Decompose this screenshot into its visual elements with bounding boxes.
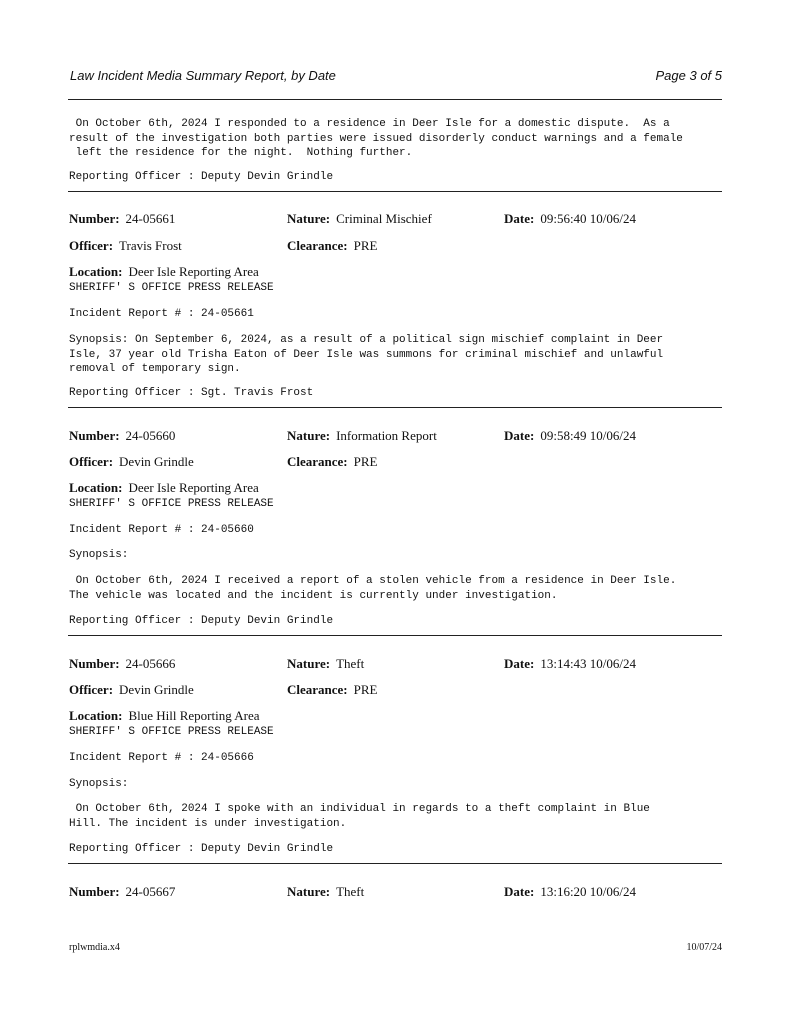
page-number: Page 3 of 5 <box>655 68 722 83</box>
incident-date: Date: 13:14:43 10/06/24 <box>504 656 637 671</box>
incident-divider <box>68 407 722 408</box>
incident-number: Number: 24-05661 <box>69 211 176 226</box>
footer-print-date: 10/07/24 <box>686 942 722 953</box>
synopsis: Synopsis: On September 6, 2024, as a result of a political sign mischief complaint in Deer Isle, 37 year old Trisha Eaton of Deer Isle was summons for criminal mischief and unlawful removal of temporary sign. <box>69 334 664 375</box>
continued-narrative: On October 6th, 2024 I responded to a residence in Deer Isle for a domestic dispute. As a result of the investigation both parties were issued disorderly conduct warnings and a female left the residence for the night. Nothing further. <box>69 118 683 159</box>
incident-location: Location: Blue Hill Reporting Area <box>69 708 260 723</box>
press-release-label: SHERIFF' S OFFICE PRESS RELEASE <box>69 282 274 294</box>
incident-number: Number: 24-05666 <box>69 656 176 671</box>
incident-officer: Officer: Devin Grindle <box>69 454 194 469</box>
header-divider <box>68 99 722 100</box>
incident-location: Location: Deer Isle Reporting Area <box>69 480 259 495</box>
synopsis-label: Synopsis: <box>69 549 129 561</box>
report-title: Law Incident Media Summary Report, by Date <box>70 68 336 83</box>
incident-divider <box>68 635 722 636</box>
incident-clearance: Clearance: PRE <box>287 454 378 469</box>
reporting-officer: Reporting Officer : Deputy Devin Grindle <box>69 843 334 855</box>
reporting-officer: Reporting Officer : Deputy Devin Grindle <box>69 171 334 183</box>
incident-date: Date: 09:56:40 10/06/24 <box>504 211 637 226</box>
narrative: On October 6th, 2024 I spoke with an individual in regards to a theft complaint in Blue Hill. The incident is under investigation. <box>69 803 650 830</box>
incident-report-number: Incident Report # : 24-05660 <box>69 524 254 536</box>
press-release-label: SHERIFF' S OFFICE PRESS RELEASE <box>69 726 274 738</box>
incident-divider <box>68 191 722 192</box>
incident-date: Date: 13:16:20 10/06/24 <box>504 884 637 899</box>
footer-file-name: rplwmdia.x4 <box>69 942 120 953</box>
press-release-label: SHERIFF' S OFFICE PRESS RELEASE <box>69 498 274 510</box>
incident-number: Number: 24-05667 <box>69 884 176 899</box>
incident-officer: Officer: Travis Frost <box>69 238 182 253</box>
incident-divider <box>68 863 722 864</box>
incident-nature: Nature: Theft <box>287 656 365 671</box>
reporting-officer: Reporting Officer : Deputy Devin Grindle <box>69 615 334 627</box>
incident-number: Number: 24-05660 <box>69 428 176 443</box>
narrative: On October 6th, 2024 I received a report of a stolen vehicle from a residence in Deer Isle. The vehicle was located and the incident is currently under investigation. <box>69 575 677 602</box>
reporting-officer: Reporting Officer : Sgt. Travis Frost <box>69 387 314 399</box>
incident-report-number: Incident Report # : 24-05661 <box>69 308 254 320</box>
incident-report-number: Incident Report # : 24-05666 <box>69 752 254 764</box>
incident-officer: Officer: Devin Grindle <box>69 682 194 697</box>
incident-nature: Nature: Criminal Mischief <box>287 211 432 226</box>
synopsis-label: Synopsis: <box>69 778 129 790</box>
incident-location: Location: Deer Isle Reporting Area <box>69 264 259 279</box>
incident-nature: Nature: Information Report <box>287 428 437 443</box>
incident-date: Date: 09:58:49 10/06/24 <box>504 428 637 443</box>
incident-nature: Nature: Theft <box>287 884 365 899</box>
incident-clearance: Clearance: PRE <box>287 682 378 697</box>
incident-clearance: Clearance: PRE <box>287 238 378 253</box>
